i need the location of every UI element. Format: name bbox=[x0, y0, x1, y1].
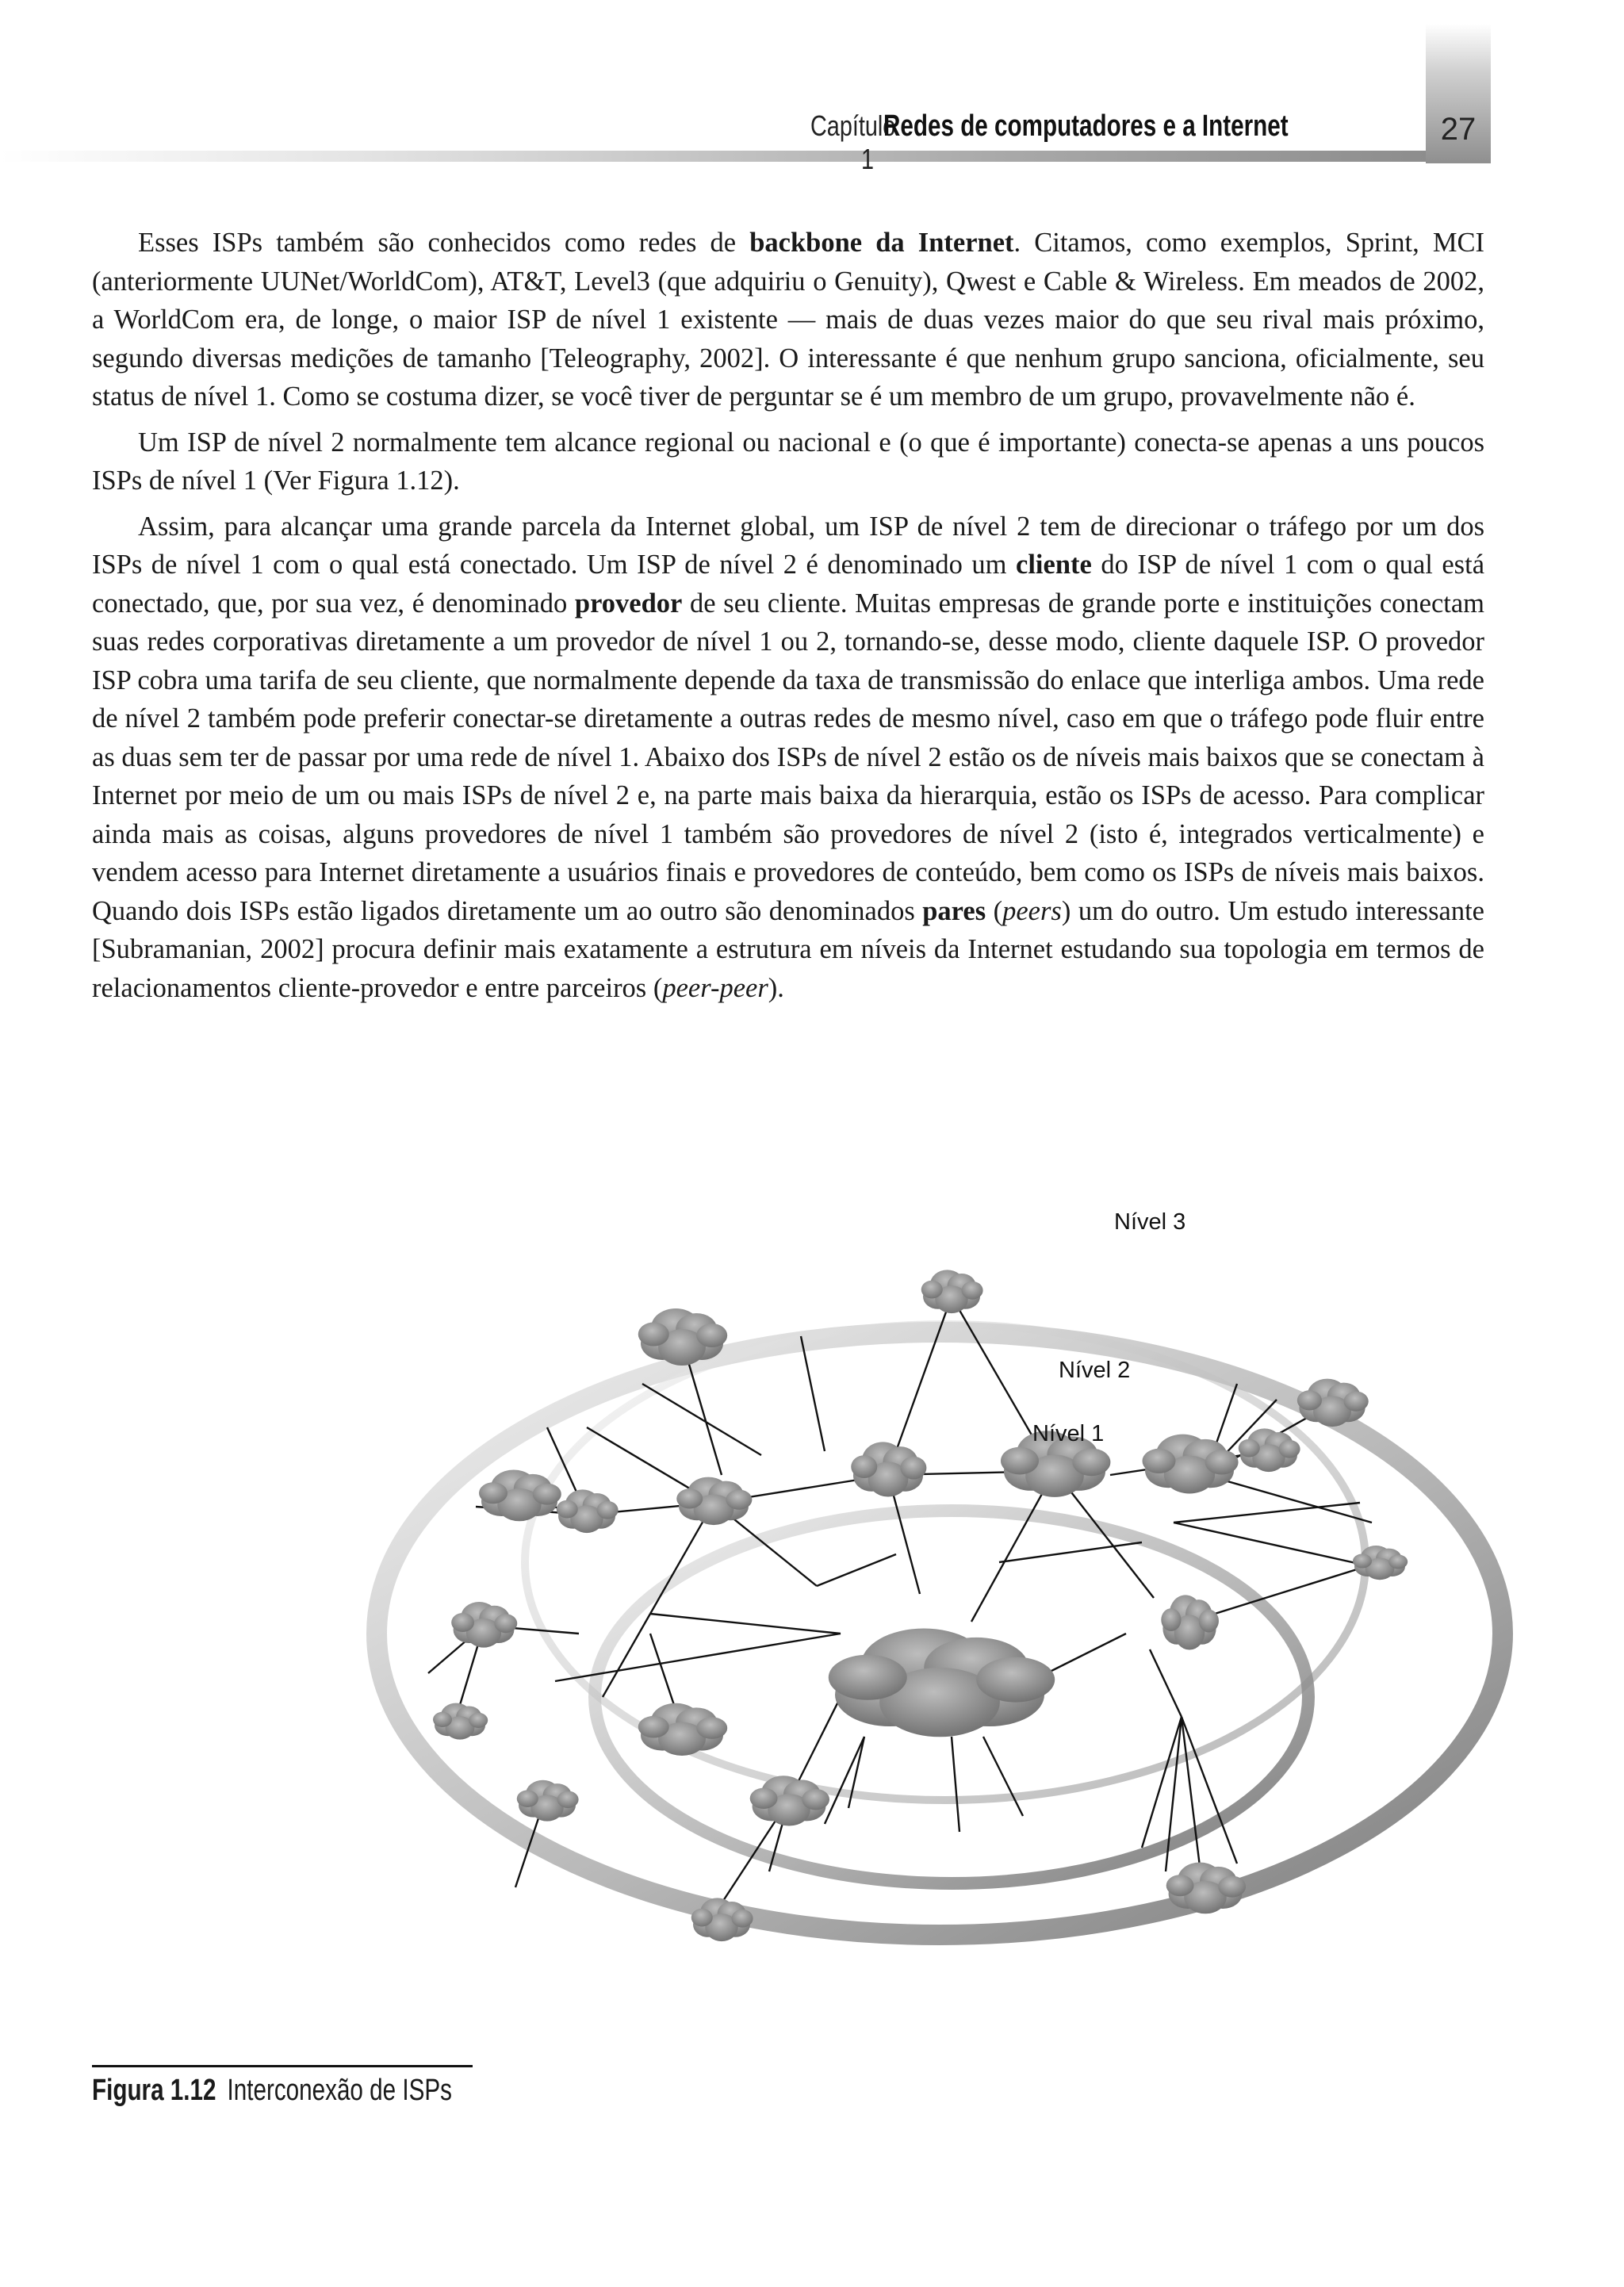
tier1-label: Nível 1 bbox=[1032, 1421, 1105, 1446]
caption-text: Interconexão de ISPs bbox=[227, 2074, 452, 2107]
isp-interconnection-figure bbox=[349, 1189, 1546, 2022]
paragraph: Assim, para alcançar uma grande parcela da Internet global, um ISP de nível 2 tem de direcionar o tráfego por um dos ISPs de nível 1 com o qual está conectado. Um ISP de nível 2 é denominado um cliente do ISP de nível 1 com o qual está conectado, que, por sua vez, é denominado provedor de seu cliente. Muitas empresas de grande porte e instituições conectam suas redes corporativas diretamente a um provedor de nível 1 ou 2, tornando-se, desse modo, cliente daquele ISP. O provedor ISP cobra uma tarifa de seu cliente, que normalmente depende da taxa de transmissão do enlace que interliga ambos. Uma rede de nível 2 também pode preferir conectar-se diretamente a outras redes de mesmo nível, caso em que o tráfego pode fluir entre as duas sem ter de passar por uma rede de nível 1. Abaixo dos ISPs de nível 2 estão os de níveis mais baixos que se conectam à Internet por meio de um ou mais ISPs de nível 2 e, na parte mais baixa da hierarquia, estão os ISPs de acesso. Para complicar ainda mais as coisas, alguns provedores de nível 1 também são provedores de nível 2 (isto é, integrados verticalmente) e vendem acesso para Internet diretamente a usuários finais e provedores de conteúdo, bem como os ISPs de níveis mais baixos. Quando dois ISPs estão ligados diretamente um ao outro são denominados pares (peers) um do outro. Um estudo interessante [Subramanian, 2002] procura definir mais exatamente a estrutura em níveis da Internet estudando sua topologia em termos de relacionamentos cliente-provedor e entre parceiros (peer-peer). bbox=[92, 511, 1485, 1003]
header-rule bbox=[0, 151, 1427, 162]
figure-caption bbox=[92, 2074, 452, 2108]
header-title: Redes de computadores e a Internet bbox=[883, 109, 1289, 143]
tier2-label: Nível 2 bbox=[1059, 1358, 1131, 1383]
page-number-tab bbox=[1426, 24, 1491, 163]
header-chapter: Capítulo 1 bbox=[810, 109, 896, 175]
caption-rule bbox=[92, 2065, 473, 2067]
paragraph: Um ISP de nível 2 normalmente tem alcance regional ou nacional e (o que é importante) conecta-se apenas a uns poucos ISPs de nível 1 (Ver Figura 1.12). bbox=[92, 427, 1484, 496]
body-text bbox=[92, 224, 1484, 1007]
paragraph: Esses ISPs também são conhecidos como redes de backbone da Internet. Citamos, como exemplos, Sprint, MCI (anteriormente UUNet/WorldCom), AT&T, Level3 (que adquiriu o Genuity), Qwest e Cable & Wireless. Em meados de 2002, a WorldCom era, de longe, o maior ISP de nível 1 existente — mais de duas vezes maior do que seu rival mais próximo, segundo diversas medições de tamanho [Teleography, 2002]. O interessante é que nenhum grupo sanciona, oficialmente, seu status de nível 1. Como se costuma dizer, se você tiver de perguntar se é um membro de um grupo, provavelmente não é. bbox=[92, 228, 1484, 412]
tier3-label: Nível 3 bbox=[1114, 1209, 1186, 1235]
page-number: 27 bbox=[1440, 112, 1477, 147]
caption-number: Figura 1.12 bbox=[92, 2074, 216, 2107]
